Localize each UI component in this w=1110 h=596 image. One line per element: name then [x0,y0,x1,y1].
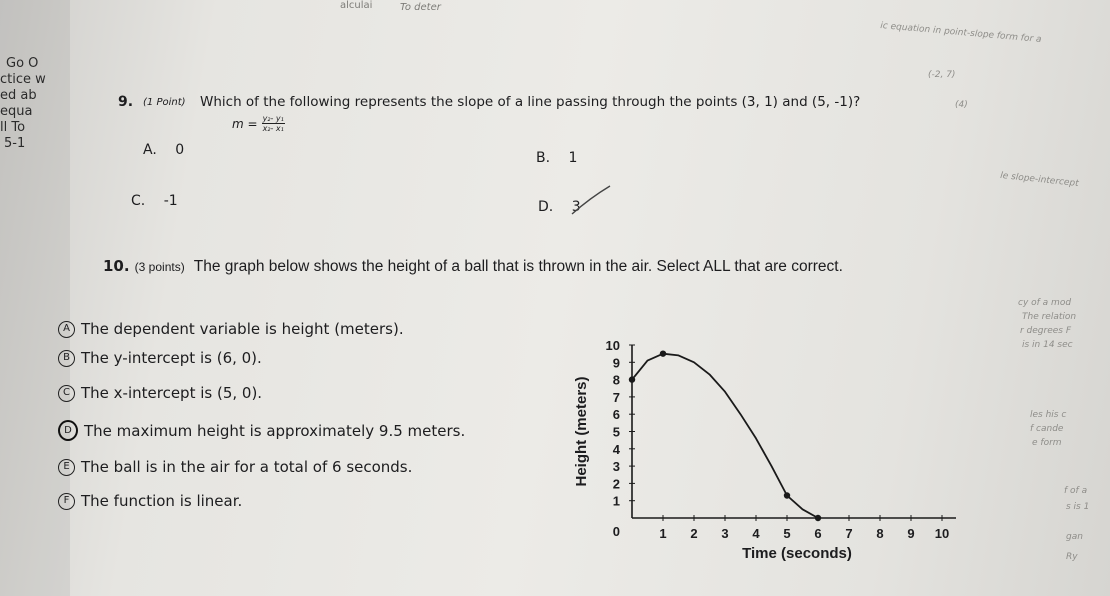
q9-answer-pencil-mark [570,184,614,220]
right-bleed-5: les his c [1030,410,1067,420]
y-tick-label-6: 6 [612,407,620,423]
left-bleed-1: Go O [6,56,39,71]
y-tick-label-4: 4 [612,441,620,457]
q9-option-b[interactable] [536,150,577,166]
statement-e-marker: E [58,459,75,476]
right-bleed-3: r degrees F [1020,326,1072,336]
statement-a-text: The dependent variable is height (meters). [81,320,404,338]
x-tick-label-3: 3 [721,526,729,541]
right-bleed-7: e form [1032,438,1062,448]
q9-option-a-value: 0 [175,142,185,158]
right-bleed-11: Ry [1066,552,1078,562]
q10-number: 10. [103,257,130,275]
formula-denominator: x₂- x₁ [262,124,284,133]
q10-statement-e[interactable] [58,458,412,476]
bleed-text-top-5: (4) [955,100,968,110]
statement-f-text: The function is linear. [81,492,243,510]
bleed-text-top-2: To deter [400,2,441,13]
bleed-text-top-4: (-2, 7) [928,70,956,80]
q10-statement-d[interactable] [58,420,465,441]
statement-f-marker: F [58,493,75,510]
statement-e-text: The ball is in the air for a total of 6 seconds. [81,458,413,476]
formula-numerator: y₂- y₁ [262,114,284,123]
left-bleed-2: ctice w [0,72,46,87]
statement-b-text: The y-intercept is (6, 0). [81,349,262,367]
q9-option-a-letter: A. [143,142,157,158]
y-tick-label-9: 9 [612,355,620,371]
y-tick-label-2: 2 [612,476,620,492]
y-tick-label-8: 8 [612,372,620,388]
right-bleed-2: The relation [1022,312,1077,322]
q9-option-c-letter: C. [131,193,146,209]
statement-c-marker: C [58,385,75,402]
right-bleed-1: cy of a mod [1018,298,1072,308]
y-axis-label: Height (meters) [573,376,590,487]
height-curve [632,354,818,518]
q9-points: (1 Point) [143,97,186,108]
right-bleed-6: f cande [1030,424,1064,434]
data-point-2 [660,350,666,356]
left-bleed-6: 5-1 [4,136,26,151]
bleed-text-top-3: ic equation in point-slope form for a [879,20,1042,46]
bleed-text-top-6: le slope-intercept [999,170,1080,190]
x-tick-label-1: 1 [659,526,667,541]
x-tick-label-4: 4 [752,526,760,541]
q10-question: The graph below shows the height of a ball that is thrown in the air. Select ALL that are correct. [193,258,843,275]
left-bleed-3: ed ab [0,88,37,103]
q9-number: 9. [118,94,134,110]
formula-lhs: m = [232,116,258,131]
right-bleed-8: f of a [1064,486,1088,496]
q9-question: Which of the following represents the slope of a line passing through the points (3, 1) and (5, -1)? [200,94,861,110]
q9-option-c-value: -1 [163,193,178,209]
y-tick-label-1: 1 [612,493,620,509]
formula-fraction [262,114,285,133]
y-tick-label-5: 5 [612,424,620,440]
q10-points: (3 points) [134,260,185,274]
q10-statement-c[interactable] [58,384,262,402]
q10-header [103,256,843,276]
x-tick-label-6: 6 [814,526,822,541]
x-tick-label-2: 2 [690,526,698,541]
origin-label: 0 [612,524,620,539]
height-vs-time-chart [560,330,950,592]
slope-formula [232,114,285,133]
q10-statement-a[interactable] [58,320,404,338]
q9-option-b-value: 1 [568,150,578,166]
x-tick-label-8: 8 [876,526,884,541]
y-tick-label-10: 10 [605,338,620,353]
right-bleed-10: gan [1066,532,1083,542]
bleed-text-top-1: alculai [340,0,373,11]
x-tick-label-9: 9 [907,526,915,541]
q9-option-a[interactable] [143,142,184,158]
data-point-1 [629,376,635,382]
q9-option-d-letter: D. [538,199,554,215]
y-tick-label-7: 7 [612,389,620,405]
right-bleed-9: s is 1 [1066,502,1090,512]
data-point-4 [815,515,821,521]
data-point-3 [784,492,790,498]
statement-d-marker: D [58,420,78,441]
statement-d-text: The maximum height is approximately 9.5 meters. [84,421,466,440]
statement-a-marker: A [58,321,75,338]
q9-option-d-value: 3 [571,199,581,215]
x-axis-label: Time (seconds) [742,545,852,562]
y-tick-label-3: 3 [612,459,620,475]
left-bleed-5: ll To [0,120,26,135]
x-tick-label-10: 10 [934,526,950,541]
q10-statement-f[interactable] [58,492,242,510]
statement-c-text: The x-intercept is (5, 0). [81,384,263,402]
statement-b-marker: B [58,350,75,367]
q10-statement-b[interactable] [58,349,262,367]
right-bleed-4: is in 14 sec [1022,340,1073,350]
x-tick-label-7: 7 [845,526,853,541]
q9-option-b-letter: B. [536,150,551,166]
left-bleed-4: equa [0,104,33,119]
x-tick-label-5: 5 [783,526,791,541]
q9-option-c[interactable] [131,193,178,209]
